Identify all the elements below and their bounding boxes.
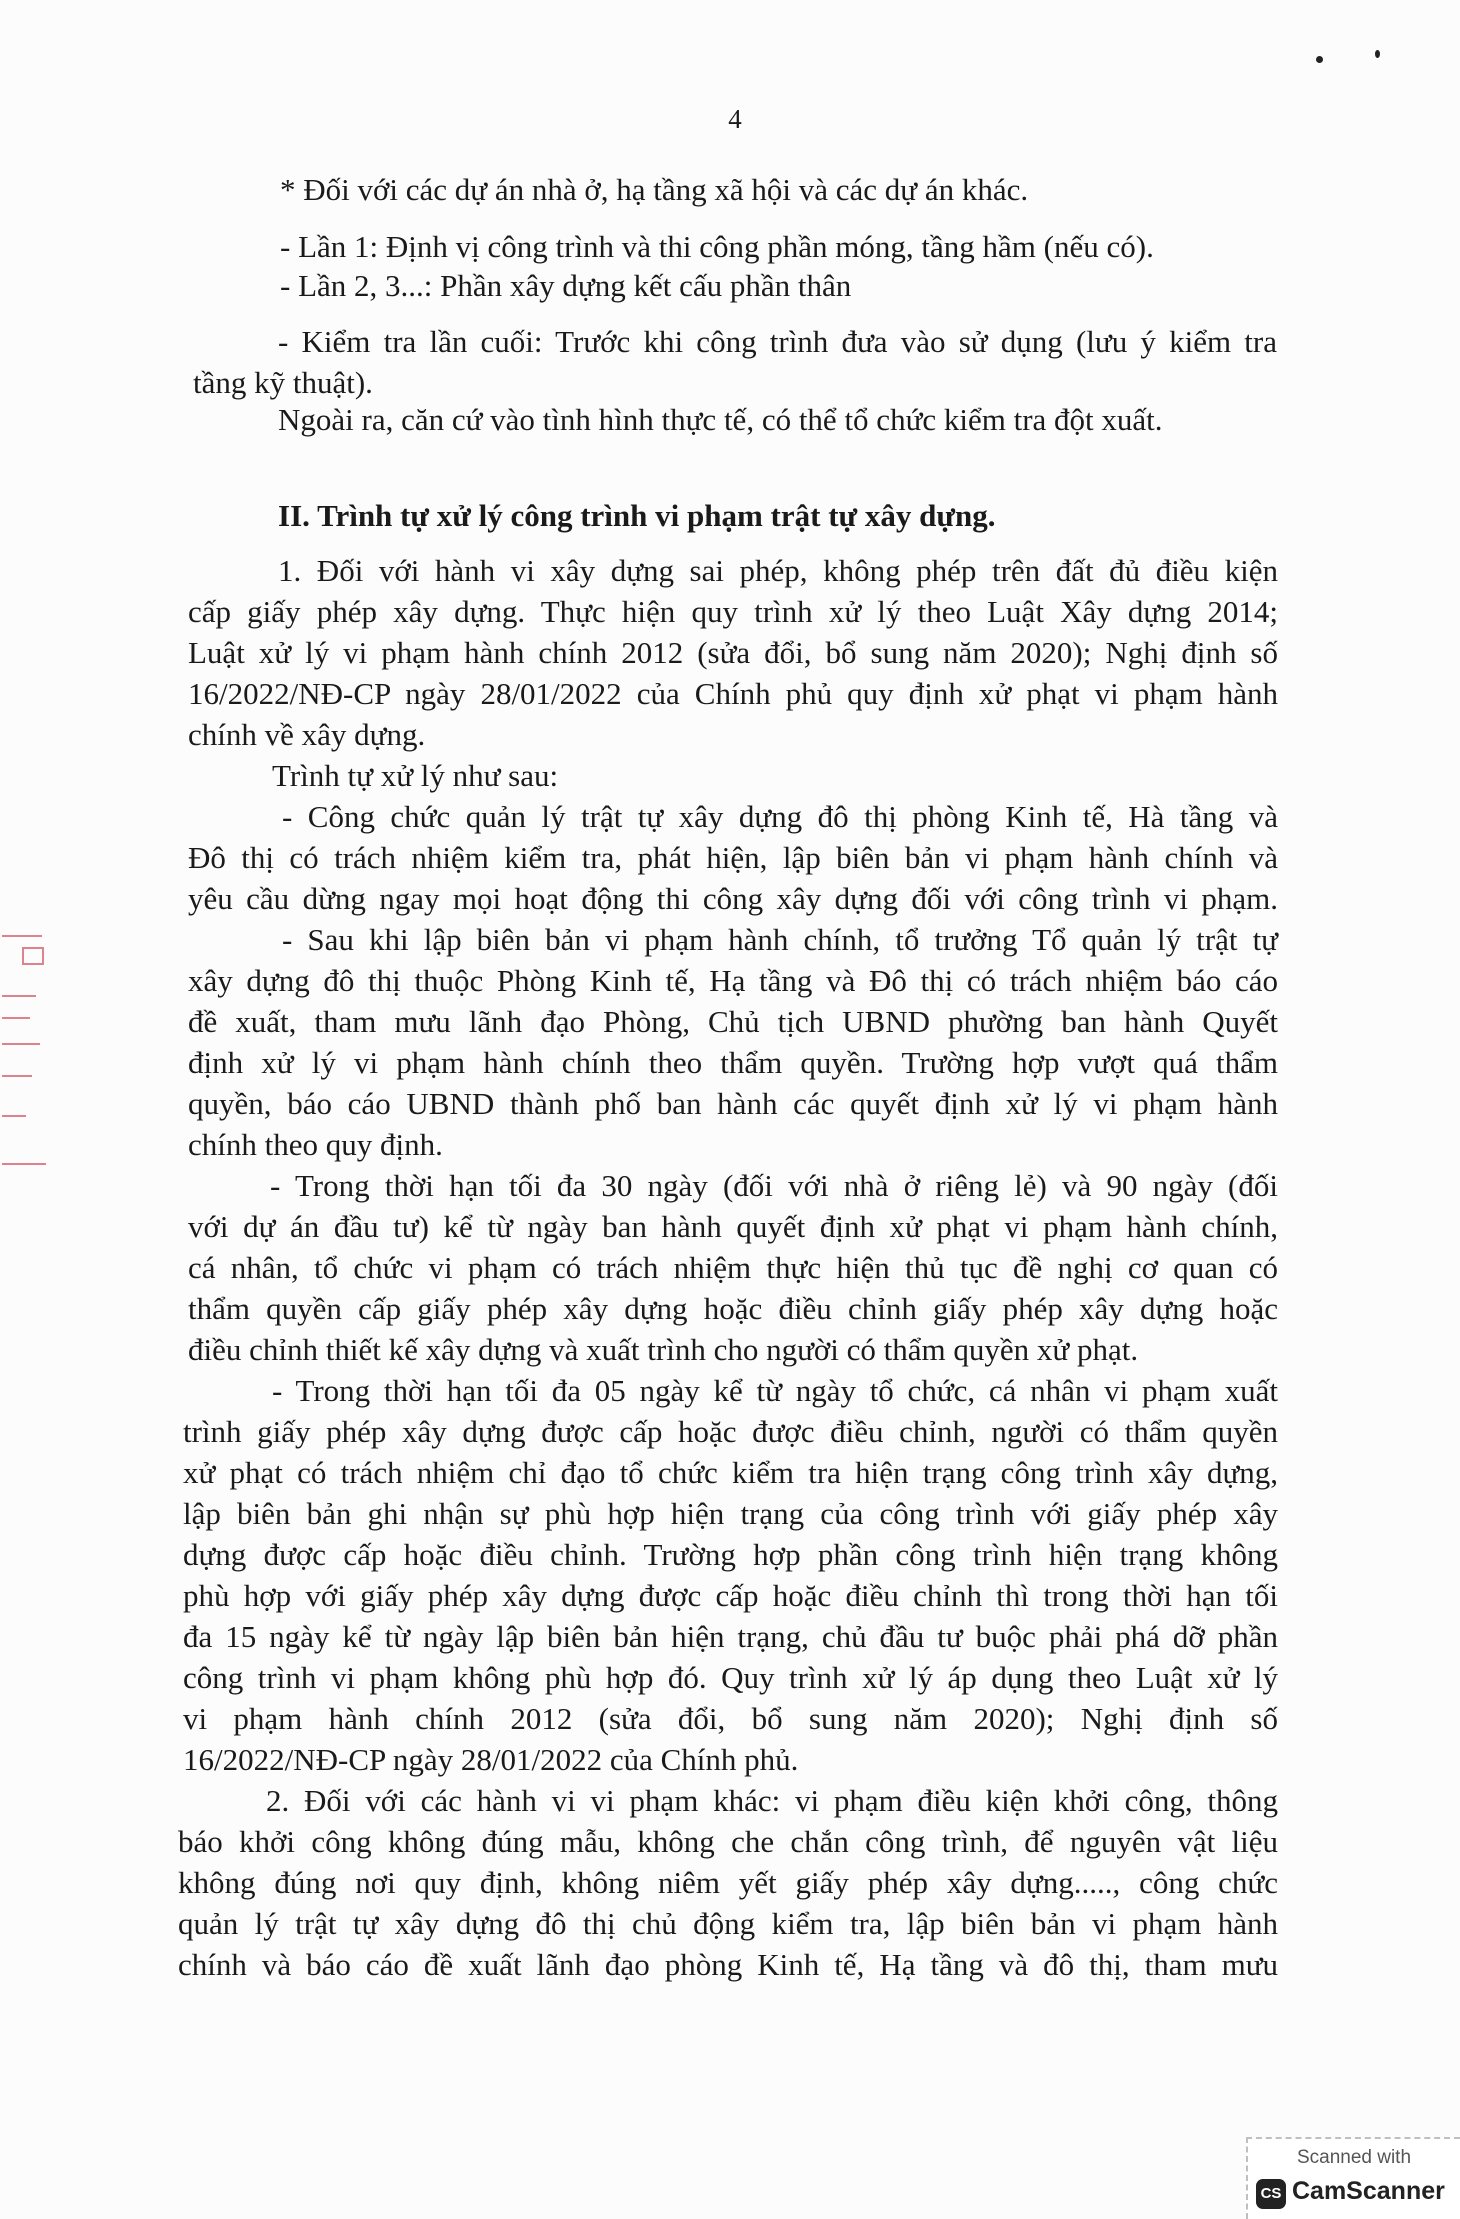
text-line: với dự án đầu tư) kể từ ngày ban hành quyết định xử phạt vi phạm hành chính, xyxy=(188,1209,1278,1244)
text-line: tầng kỹ thuật). xyxy=(193,365,373,400)
text-line: công trình vi phạm không phù hợp đó. Quy trình xử lý áp dụng theo Luật xử lý xyxy=(183,1660,1278,1695)
text-line: chính về xây dựng. xyxy=(188,717,426,752)
text-line: báo khởi công không đúng mẫu, không che chắn công trình, để nguyên vật liệu xyxy=(178,1824,1278,1859)
text-line: đề xuất, tham mưu lãnh đạo Phòng, Chủ tịch UBND phường ban hành Quyết xyxy=(188,1004,1278,1039)
text-line: 2. Đối với các hành vi vi phạm khác: vi phạm điều kiện khởi công, thông xyxy=(266,1783,1278,1818)
camscanner-watermark xyxy=(1246,2137,1460,2219)
text-line: định xử lý vi phạm hành chính theo thẩm quyền. Trường hợp vượt quá thẩm xyxy=(188,1045,1278,1080)
text-line: lập biên bản ghi nhận sự phù hợp hiện trạng của công trình với giấy phép xây xyxy=(183,1496,1278,1531)
text-line: không đúng nơi quy định, không niêm yết giấy phép xây dựng....., công chức xyxy=(178,1865,1278,1900)
text-line: Đô thị có trách nhiệm kiểm tra, phát hiện, lập biên bản vi phạm hành chính và xyxy=(188,840,1278,875)
watermark-brand: CamScanner xyxy=(1292,2177,1445,2205)
scan-speck xyxy=(1375,50,1380,58)
page-number: 4 xyxy=(728,104,742,134)
text-line: - Trong thời hạn tối đa 30 ngày (đối với nhà ở riêng lẻ) và 90 ngày (đối xyxy=(270,1168,1278,1203)
text-line: - Lần 1: Định vị công trình và thi công phần móng, tầng hầm (nếu có). xyxy=(280,229,1154,264)
watermark-caption: Scanned with xyxy=(1296,2147,1412,2168)
text-line: - Lần 2, 3...: Phần xây dựng kết cấu phần thân xyxy=(280,268,852,303)
text-line: quản lý trật tự xây dựng đô thị chủ động kiểm tra, lập biên bản vi phạm hành xyxy=(178,1906,1278,1941)
text-line: quyền, báo cáo UBND thành phố ban hành các quyết định xử lý vi phạm hành xyxy=(188,1086,1278,1121)
text-line: cá nhân, tổ chức vi phạm có trách nhiệm thực hiện thủ tục đề nghị cơ quan có xyxy=(188,1250,1278,1285)
text-line: phù hợp với giấy phép xây dựng được cấp hoặc điều chỉnh thì trong thời hạn tối xyxy=(183,1578,1278,1613)
text-line: 16/2022/NĐ-CP ngày 28/01/2022 của Chính phủ. xyxy=(183,1742,799,1777)
text-line: - Kiểm tra lần cuối: Trước khi công trình đưa vào sử dụng (lưu ý kiểm tra xyxy=(278,324,1277,359)
section-heading: II. Trình tự xử lý công trình vi phạm trật tự xây dựng. xyxy=(278,498,996,533)
text-line: thẩm quyền cấp giấy phép xây dựng hoặc điều chỉnh giấy phép xây dựng hoặc xyxy=(188,1291,1278,1326)
text-line: Luật xử lý vi phạm hành chính 2012 (sửa đổi, bổ sung năm 2020); Nghị định số xyxy=(188,635,1278,670)
text-line: yêu cầu dừng ngay mọi hoạt động thi công xây dựng đối với công trình vi phạm. xyxy=(188,881,1278,916)
text-line: * Đối với các dự án nhà ở, hạ tầng xã hội và các dự án khác. xyxy=(280,172,1029,207)
text-line: 1. Đối với hành vi xây dựng sai phép, không phép trên đất đủ điều kiện xyxy=(278,553,1278,588)
scan-speck xyxy=(1316,56,1323,63)
text-line: đa 15 ngày kể từ ngày lập biên bản hiện trạng, chủ đầu tư buộc phải phá dỡ phần xyxy=(183,1619,1278,1654)
text-line: cấp giấy phép xây dựng. Thực hiện quy trình xử lý theo Luật Xây dựng 2014; xyxy=(188,594,1278,629)
stamp-fragment xyxy=(0,925,52,1185)
text-line: trình giấy phép xây dựng được cấp hoặc được điều chỉnh, người có thẩm quyền xyxy=(183,1414,1278,1449)
text-line: dựng được cấp hoặc điều chỉnh. Trường hợp phần công trình hiện trạng không xyxy=(183,1537,1278,1572)
text-line: vi phạm hành chính 2012 (sửa đổi, bổ sung năm 2020); Nghị định số xyxy=(183,1701,1278,1736)
text-line: - Trong thời hạn tối đa 05 ngày kể từ ngày tổ chức, cá nhân vi phạm xuất xyxy=(272,1373,1278,1408)
text-line: chính theo quy định. xyxy=(188,1127,443,1162)
text-line: chính và báo cáo đề xuất lãnh đạo phòng Kinh tế, Hạ tầng và đô thị, tham mưu xyxy=(178,1947,1278,1982)
text-line: 16/2022/NĐ-CP ngày 28/01/2022 của Chính phủ quy định xử phạt vi phạm hành xyxy=(188,676,1278,711)
text-line: xây dựng đô thị thuộc Phòng Kinh tế, Hạ tầng và Đô thị có trách nhiệm báo cáo xyxy=(188,963,1278,998)
text-line: Trình tự xử lý như sau: xyxy=(272,758,559,793)
text-line: - Sau khi lập biên bản vi phạm hành chính, tổ trưởng Tổ quản lý trật tự xyxy=(282,922,1278,957)
text-line: xử phạt có trách nhiệm chỉ đạo tổ chức kiểm tra hiện trạng công trình xây dựng, xyxy=(183,1455,1278,1490)
text-line: Ngoài ra, căn cứ vào tình hình thực tế, có thể tổ chức kiểm tra đột xuất. xyxy=(278,402,1163,437)
text-line: điều chỉnh thiết kế xây dựng và xuất trình cho người có thẩm quyền xử phạt. xyxy=(188,1332,1139,1367)
text-line: - Công chức quản lý trật tự xây dựng đô thị phòng Kinh tế, Hà tầng và xyxy=(282,799,1278,834)
camscanner-logo-icon: CS xyxy=(1256,2179,1286,2209)
